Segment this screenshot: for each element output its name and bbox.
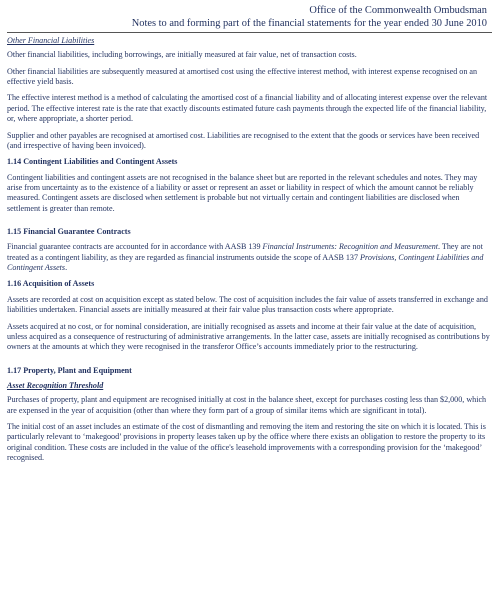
paragraph: Assets acquired at no cost, or for nominal consideration, are initially recognised as assets and income at their fair value at the date of acquisition, unless acquired as a consequence of restructuring of administrative arrangements. In the latter case, assets are initially recognised as contributions by owners at the amounts at which they were recognised in the transferor Office’s accounts immediately prior to the restructuring. bbox=[7, 321, 490, 352]
spacer bbox=[7, 359, 492, 366]
paragraph: Contingent liabilities and contingent assets are not recognised in the balance sheet but are reported in the relevant schedules and notes. They may arise from uncertainty as to the existence of a liability or asset or represent an asset or liability in respect of which the amount cannot be reliably measured. Contingent assets are disclosed when settlement is probable but not virtually certain and contingent liabilities are disclosed when settlement is greater than remote. bbox=[7, 172, 478, 213]
page-header bbox=[7, 4, 492, 30]
section-heading-1-15: 1.15 Financial Guarantee Contracts bbox=[7, 227, 131, 237]
paragraph: The initial cost of an asset includes an estimate of the cost of dismantling and removing the item and restoring the site on which it is located. This is particularly relevant to ‘makegood’ provisions in property leases taken up by the office where there exists an obligation to restore the property to its original condition. These costs are included in the value of the office's leasehold improvements with a corresponding provision for the ‘makegood’ recognised. bbox=[7, 422, 486, 463]
subheading-asset-recognition-threshold: Asset Recognition Threshold bbox=[7, 380, 104, 390]
text-run: . bbox=[65, 263, 68, 273]
text-run: Financial guarantee contracts are accounted for in accordance with AASB 139 bbox=[7, 242, 263, 252]
heading-other-financial-liabilities: Other Financial Liabilities bbox=[7, 36, 95, 45]
header-title: Notes to and forming part of the financial statements for the year ended 30 June 2010 bbox=[131, 18, 487, 29]
paragraph: Other financial liabilities are subsequently measured at amortised cost using the effective interest method, with interest expense recognised on an effective yield basis. bbox=[7, 66, 478, 87]
section-heading-1-16: 1.16 Acquisition of Assets bbox=[7, 279, 95, 289]
spacer bbox=[7, 220, 492, 227]
header-org: Office of the Commonwealth Ombudsman bbox=[309, 5, 487, 16]
paragraph-financial-guarantee bbox=[7, 242, 492, 273]
header-rule bbox=[7, 32, 492, 33]
paragraph: Other financial liabilities, including borrowings, are initially measured at fair value, net of transaction costs. bbox=[7, 50, 357, 60]
section-heading-1-14: 1.14 Contingent Liabilities and Contingent Assets bbox=[7, 157, 178, 167]
paragraph: Supplier and other payables are recognised at amortised cost. Liabilities are recognised to the extent that the goods or services have been received (and irrespective of having been invoiced). bbox=[7, 130, 480, 150]
text-run: . They are not treated as a contingent liability, as they are regarded as financial instruments outside the scope of AASB 137 bbox=[7, 242, 483, 262]
paragraph: Purchases of property, plant and equipment are recognised initially at cost in the balance sheet, except for purchases costing less than $2,000, which are expensed in the year of acquisition (other than where they form part of a group of similar items which are significant in total). bbox=[7, 395, 487, 415]
italic-title-aasb139: Financial Instruments: Recognition and Measurement bbox=[262, 242, 439, 252]
paragraph: The effective interest method is a method of calculating the amortised cost of a financial liability and of allocating interest expense over the relevant period. The effective interest rate is the rate that exactly discounts estimated future cash payments through the expected life of the financial liability, or, where appropriate, a shorter period. bbox=[7, 93, 488, 124]
section-heading-1-17: 1.17 Property, Plant and Equipment bbox=[7, 365, 132, 375]
paragraph: Assets are recorded at cost on acquisition except as stated below. The cost of acquisition includes the fair value of assets transferred in exchange and liabilities undertaken. Financial assets are initially measured at their fair value plus transaction costs where appropriate. bbox=[7, 294, 488, 315]
italic-title-aasb137: Provisions, Contingent Liabilities and Contingent Assets bbox=[7, 252, 484, 273]
